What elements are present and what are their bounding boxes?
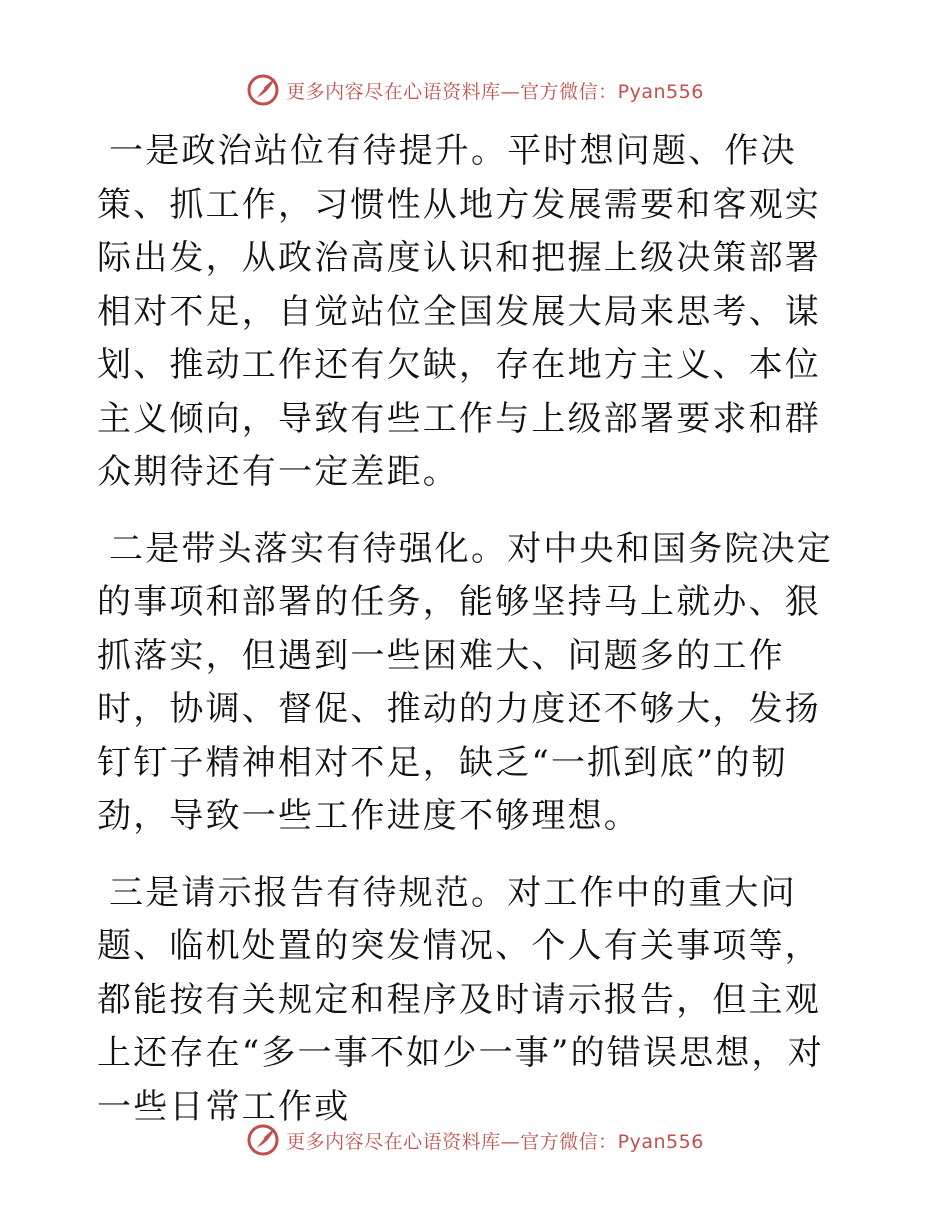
paragraph-2: 二是带头落实有待强化。对中央和国务院决定的事项和部署的任务，能够坚持马上就办、狠抓落实，但遇到一些困难大、问题多的工作时，协调、督促、推动的力度还不够大，发扬钉钉子精神相对不足，缺乏“一抓到底”的韧劲，导致一些工作进度不够理想。 [97, 528, 833, 836]
watermark-account: Pyan556 [617, 1130, 704, 1153]
watermark-text: 更多内容尽在心语资料库—官方微信：Pyan556 [286, 1130, 704, 1153]
paragraph-1: 一是政治站位有待提升。平时想问题、作决策、抓工作，习惯性从地方发展需要和客观实际出发，从政治高度认识和把握上级决策部署相对不足，自觉站位全国发展大局来思考、谋划、推动工作还有欠缺，存在地方主义、本位主义倾向，导致有些工作与上级部署要求和群众期待还有一定差距。 [97, 131, 821, 492]
watermark-account: Pyan556 [617, 80, 704, 103]
paragraph-3: 三是请示报告有待规范。对工作中的重大问题、临机处置的突发情况、个人有关事项等，都能按有关规定和程序及时请示报告，但主观上还存在“多一事不如少一事”的错误思想，对一些日常工作或 [97, 872, 824, 1127]
watermark-footer [0, 1120, 950, 1160]
watermark-header [0, 70, 950, 110]
feather-quill-logo-icon [246, 1123, 280, 1157]
document-body [97, 125, 857, 1157]
feather-quill-logo-icon [246, 73, 280, 107]
watermark-text: 更多内容尽在心语资料库—官方微信：Pyan556 [286, 80, 704, 103]
